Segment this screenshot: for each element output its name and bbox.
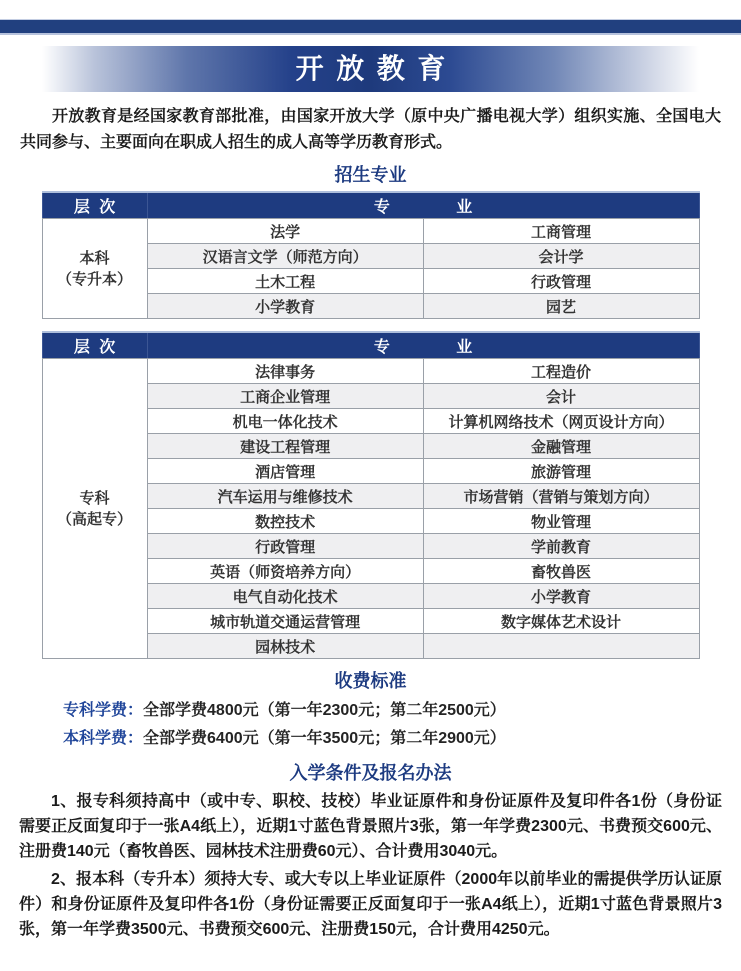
- major-cell: 旅游管理: [423, 459, 699, 484]
- major-cell: 计算机网络技术（网页设计方向）: [423, 409, 699, 434]
- major-cell: 法律事务: [147, 359, 423, 384]
- level-column-header: 层 次: [42, 192, 147, 219]
- admission-paragraph: 2、报本科（专升本）须持大专、或大专以上毕业证原件（2000年以前毕业的需提供学历认证原件）和身份证原件及复印件各1份（身份证需要正反面复印于一张A4纸上），近期1寸蓝色背景照片3张，第一年学费3500元、书费预交600元、注册费150元，合计费用4250元。: [19, 871, 722, 938]
- level-name: 专科: [79, 489, 110, 507]
- major-cell: 小学教育: [423, 584, 699, 609]
- major-cell: 市场营销（营销与策划方向）: [423, 484, 699, 509]
- fee-label: 本科学费：: [63, 730, 144, 747]
- level-subname: （专升本）: [57, 270, 133, 288]
- major-cell: 电气自动化技术: [147, 584, 423, 609]
- major-cell: 园艺: [423, 294, 699, 319]
- fee-line: [63, 725, 741, 753]
- major-cell: 畜牧兽医: [423, 559, 699, 584]
- major-cell: 城市轨道交通运营管理: [147, 609, 423, 634]
- major-cell: [423, 634, 699, 659]
- major-cell: 物业管理: [423, 509, 699, 534]
- major-cell: 行政管理: [423, 269, 699, 294]
- major-cell: 小学教育: [147, 294, 423, 319]
- major-cell: 数字媒体艺术设计: [423, 609, 699, 634]
- major-cell: 汉语言文学（师范方向）: [147, 244, 423, 269]
- major-cell: 酒店管理: [147, 459, 423, 484]
- flyer-page: [0, 19, 741, 942]
- major-cell: 土木工程: [147, 269, 423, 294]
- major-cell: 会计: [423, 384, 699, 409]
- section-title-admission: 入学条件及报名办法: [289, 763, 452, 783]
- major-cell: 汽车运用与维修技术: [147, 484, 423, 509]
- level-subname: （高起专）: [57, 510, 133, 528]
- admission-paragraphs: [0, 789, 741, 942]
- majors-tables: [0, 191, 741, 659]
- intro-paragraph: 开放教育是经国家教育部批准，由国家开放大学（原中央广播电视大学）组织实施、全国电大共同参与、主要面向在职成人招生的成人高等学历教育形式。: [20, 108, 721, 151]
- fee-line: [63, 697, 741, 725]
- major-cell: 园林技术: [147, 634, 423, 659]
- level-column-header: 层 次: [42, 332, 147, 359]
- level-name: 本科: [79, 249, 110, 267]
- major-cell: 英语（师资培养方向）: [147, 559, 423, 584]
- section-title-fees: 收费标准: [334, 671, 407, 691]
- table-row: [42, 359, 699, 384]
- major-cell: 工程造价: [423, 359, 699, 384]
- major-cell: 金融管理: [423, 434, 699, 459]
- level-cell: [42, 219, 147, 319]
- fee-text: 全部学费4800元（第一年2300元；第二年2500元）: [143, 702, 506, 719]
- major-cell: 行政管理: [147, 534, 423, 559]
- major-cell: 学前教育: [423, 534, 699, 559]
- undergrad-majors-table: [42, 191, 700, 319]
- major-column-header: 专 业: [147, 192, 699, 219]
- banner-title: 开放教育: [295, 53, 458, 84]
- banner: [42, 46, 699, 92]
- table-header-row: [42, 192, 699, 219]
- fee-label: 专科学费：: [63, 702, 144, 719]
- major-cell: 法学: [147, 219, 423, 244]
- fees-block: [0, 697, 741, 753]
- major-column-header: 专 业: [147, 332, 699, 359]
- table-row: [42, 219, 699, 244]
- major-cell: 工商管理: [423, 219, 699, 244]
- major-cell: 建设工程管理: [147, 434, 423, 459]
- table-header-row: [42, 332, 699, 359]
- fee-text: 全部学费6400元（第一年3500元；第二年2900元）: [143, 730, 506, 747]
- section-title-majors: 招生专业: [334, 165, 407, 185]
- top-divider-bar: [0, 19, 741, 35]
- major-cell: 会计学: [423, 244, 699, 269]
- college-majors-table: [42, 331, 700, 659]
- level-cell: [42, 359, 147, 659]
- major-cell: 机电一体化技术: [147, 409, 423, 434]
- major-cell: 工商企业管理: [147, 384, 423, 409]
- admission-paragraph: 1、报专科须持高中（或中专、职校、技校）毕业证原件和身份证原件及复印件各1份（身份证需要正反面复印于一张A4纸上），近期1寸蓝色背景照片3张，第一年学费2300元、书费预交600元、注册费140元（畜牧兽医、园林技术注册费60元）、合计费用3040元。: [19, 793, 722, 860]
- major-cell: 数控技术: [147, 509, 423, 534]
